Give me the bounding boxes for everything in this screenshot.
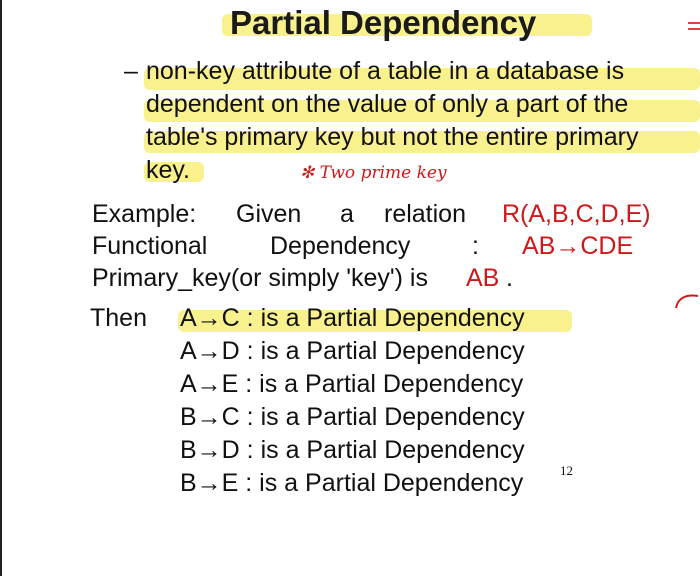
example-a: a: [340, 200, 354, 228]
fd-value: AB→CDE: [522, 232, 634, 260]
pk-value: AB: [466, 264, 500, 292]
edge-mark: [688, 28, 700, 30]
definition-line: non-key attribute of a table in a database is: [146, 57, 625, 85]
definition-line: key.: [146, 156, 190, 184]
left-border: [0, 0, 2, 576]
pen-mark: [672, 288, 700, 312]
pk-text: Primary_key(or simply 'key') is: [92, 264, 428, 292]
page-number: 12: [560, 463, 573, 478]
definition-line: table's primary key but not the entire primary: [146, 123, 639, 151]
example-label: Example:: [92, 200, 197, 228]
example-relation: relation: [384, 200, 466, 228]
then-label: Then: [90, 304, 147, 332]
dependency-item: A→D : is a Partial Dependency: [180, 337, 525, 365]
fd-label: Dependency: [270, 232, 411, 260]
example-given: Given: [236, 200, 302, 228]
dependency-item: B→E : is a Partial Dependency: [180, 469, 524, 497]
definition-dash: –: [124, 57, 138, 85]
relation-value: R(A,B,C,D,E): [502, 200, 651, 228]
dependency-item: A→E : is a Partial Dependency: [180, 370, 524, 398]
pk-end: .: [506, 264, 513, 292]
definition-line: dependent on the value of only a part of the: [146, 90, 629, 118]
dependency-item: A→C : is a Partial Dependency: [180, 304, 525, 332]
slide-title: Partial Dependency: [230, 4, 537, 41]
dependency-item: B→D : is a Partial Dependency: [180, 436, 525, 464]
edge-mark: [688, 22, 700, 24]
dependency-item: B→C : is a Partial Dependency: [180, 403, 525, 431]
fd-colon: :: [472, 232, 479, 260]
handwritten-annotation: ✻ Two prime key: [300, 163, 447, 183]
fd-label: Functional: [92, 232, 208, 260]
